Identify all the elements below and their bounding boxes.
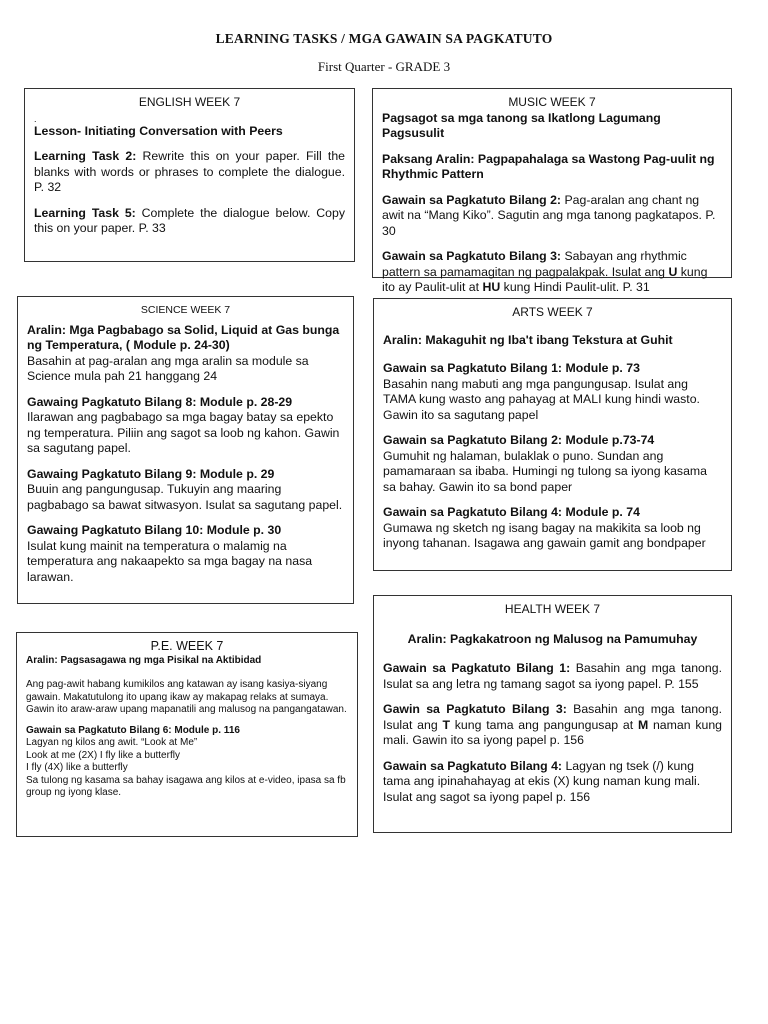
pe-heading: P.E. WEEK 7 — [150, 639, 224, 653]
music-gawain-2 — [382, 193, 722, 240]
arts-gawain-1-label: Gawain sa Pagkatuto Bilang 1: Module p. 73 — [383, 361, 640, 375]
science-aralin: Aralin: Mga Pagbabago sa Solid, Liquid at Gas bunga ng Temperatura, ( Module p. 24-30) — [27, 322, 340, 352]
page-subtitle: First Quarter - GRADE 3 — [317, 59, 451, 74]
music-gawain-2-label: Gawain sa Pagkatuto Bilang 2: — [382, 192, 562, 207]
health-gawain-3-text-b: kung tama ang pangungusap at — [449, 717, 638, 732]
music-subheading: Pagsagot sa mga tanong sa Ikatlong Lagumang Pagsusulit — [382, 110, 661, 140]
health-gawain-3-t: T — [442, 717, 450, 732]
pe-gawain-6-label: Gawain sa Pagkatuto Bilang 6: Module p. 116 — [26, 724, 240, 736]
pe-line: Sa tulong ng kasama sa bahay isagawa ang kilos at e-video, ipasa sa fb group ng iyong klase. — [26, 774, 346, 798]
pe-aralin: Aralin: Pagsasagawa ng mga Pisikal na Aktibidad — [26, 654, 262, 666]
science-week-box — [17, 296, 354, 604]
pe-gawain-6 — [26, 725, 348, 800]
science-aralin-block — [27, 323, 344, 385]
arts-gawain-1 — [383, 361, 722, 423]
english-task-2-text: Rewrite this on your paper. Fill the blanks with words or phrases to complete the dialogue. P. 32 — [34, 149, 346, 194]
pe-intro: Ang pag-awit habang kumikilos ang katawan ay isang kasiya-siyang gawain. Makatutulong ito upang ikaw ay makapag relaks at sumaya. Gawin ito araw-araw upang mapanatili ang malusog na pangangatawan. — [26, 679, 347, 715]
english-task-5 — [34, 206, 345, 237]
music-gawain-3-hu: HU — [482, 280, 501, 294]
music-gawain-3 — [382, 249, 722, 296]
english-week-box — [24, 88, 355, 262]
health-gawain-1-label: Gawain sa Pagkatuto Bilang 1: — [383, 661, 571, 675]
music-gawain-3-label: Gawain sa Pagkatuto Bilang 3: — [382, 249, 562, 263]
music-gawain-3-u: U — [668, 264, 678, 279]
music-heading: MUSIC WEEK 7 — [508, 95, 596, 109]
health-gawain-3-text-a: Basahin ang mga tanong. Isulat ang — [383, 702, 722, 732]
music-gawain-3-text-c: kung Hindi Paulit-ulit. P. 31 — [500, 280, 650, 294]
health-aralin: Aralin: Pagkakatroon ng Malusog na Pamumuhay — [407, 631, 698, 646]
health-gawain-1 — [383, 661, 722, 692]
arts-gawain-4 — [383, 505, 722, 552]
science-gawain-8-label: Gawaing Pagkatuto Bilang 8: Module p. 28-29 — [27, 394, 293, 409]
english-heading: ENGLISH WEEK 7 — [138, 95, 241, 109]
health-gawain-3-text-c: naman kung mali. Gawin ito sa iyong papel p. 156 — [383, 717, 722, 747]
health-week-box — [373, 595, 732, 833]
arts-gawain-2-label: Gawain sa Pagkatuto Bilang 2: Module p.73-74 — [383, 433, 655, 447]
music-gawain-3-text-b: kung ito ay Paulit-ulit at — [382, 264, 708, 294]
science-gawain-10-text: Isulat kung mainit na temperatura o malamig na temperatura ang nakaapekto sa mga bagay na nasa larawan. — [27, 538, 313, 584]
arts-heading: ARTS WEEK 7 — [512, 305, 593, 319]
science-gawain-9-label: Gawaing Pagkatuto Bilang 9: Module p. 29 — [27, 466, 275, 481]
health-gawain-1-text: Basahin ang mga tanong. Isulat sa ang letra ng tamang sagot sa iyong papel. P. 155 — [383, 661, 722, 691]
english-task-2-label: Learning Task 2: — [34, 149, 137, 163]
arts-aralin: Aralin: Makaguhit ng Iba't ibang Tekstura at Guhit — [383, 332, 673, 347]
health-gawain-3-label: Gawin sa Pagkatuto Bilang 3: — [383, 702, 567, 716]
arts-gawain-1-text: Basahin nang mabuti ang mga pangungusap. Isulat ang TAMA kung wasto ang pahayag at MALI kung hindi wasto. Gawin ito sa sagutang papel — [383, 376, 700, 422]
music-paksa: Paksang Aralin: Pagpapahalaga sa Wastong Pag-uulit ng Rhythmic Pattern — [382, 151, 715, 181]
science-gawain-10-label: Gawaing Pagkatuto Bilang 10: Module p. 30 — [27, 523, 282, 537]
english-task-5-text: Complete the dialogue below. Copy this on your paper. P. 33 — [34, 205, 345, 235]
english-task-5-label: Learning Task 5: — [34, 205, 136, 220]
health-gawain-4-text: Lagyan ng tsek (/) kung tama ang ipinahahayag at ekis (X) kung naman kung mali. Isulat ang sagot sa iyong papel p. 156 — [383, 758, 701, 804]
english-dot: . — [34, 113, 37, 124]
science-gawain-9-text: Buuin ang pangungusap. Tukuyin ang maaring pagbabago sa bawat sitwasyon. Isulat sa sagutang papel. — [27, 482, 343, 512]
music-gawain-2-text: Pag-aralan ang chant ng awit na “Mang Kiko”. Sagutin ang mga tanong pagkatapos. P. 30 — [382, 192, 716, 238]
english-lesson: Lesson- Initiating Conversation with Peers — [34, 123, 283, 138]
english-task-2 — [34, 149, 345, 196]
arts-gawain-2-text: Gumuhit ng halaman, bulaklak o puno. Sundan ang pamamaraan sa ibaba. Humingi ng tulong sa iyong kasama sa bahay. Gawin ito sa bond paper — [383, 448, 708, 494]
science-gawain-10 — [27, 523, 344, 585]
health-gawain-4 — [383, 759, 722, 806]
science-aralin-text: Basahin at pag-aralan ang mga aralin sa module sa Science mula pah 21 hanggang 24 — [27, 353, 309, 383]
page-title: LEARNING TASKS / MGA GAWAIN SA PAGKATUTO — [215, 31, 553, 46]
science-heading: SCIENCE WEEK 7 — [140, 304, 231, 316]
science-gawain-8 — [27, 395, 344, 457]
pe-line: Lagyan ng kilos ang awit. “Look at Me” — [26, 737, 198, 748]
music-gawain-3-text-a: Sabayan ang rhythmic pattern sa pamamagitan ng pagpalakpak. Isulat ang — [382, 249, 687, 279]
health-heading: HEALTH WEEK 7 — [504, 602, 601, 616]
arts-gawain-4-label: Gawain sa Pagkatuto Bilang 4: Module p. 74 — [383, 505, 640, 519]
music-week-box — [372, 88, 732, 294]
pe-line: I fly (4X) like a butterfly — [26, 762, 128, 773]
pe-week-box — [16, 632, 358, 837]
health-gawain-3-m: M — [637, 717, 649, 732]
science-gawain-9 — [27, 467, 344, 514]
pe-line: Look at me (2X) I fly like a butterfly — [26, 749, 180, 761]
arts-gawain-2 — [383, 433, 722, 495]
arts-week-box — [373, 298, 732, 571]
arts-gawain-4-text: Gumawa ng sketch ng isang bagay na makikita sa loob ng inyong tahanan. Isagawa ang gawain gamit ang bondpaper — [383, 520, 706, 550]
health-gawain-3 — [383, 702, 722, 749]
science-gawain-8-text: Ilarawan ang pagbabago sa mga bagay batay sa epekto ng temperatura. Piliin ang sagot sa loob ng kahon. Gawin sa sagutang papel. — [27, 410, 340, 455]
health-gawain-4-label: Gawain sa Pagkatuto Bilang 4: — [383, 758, 563, 773]
